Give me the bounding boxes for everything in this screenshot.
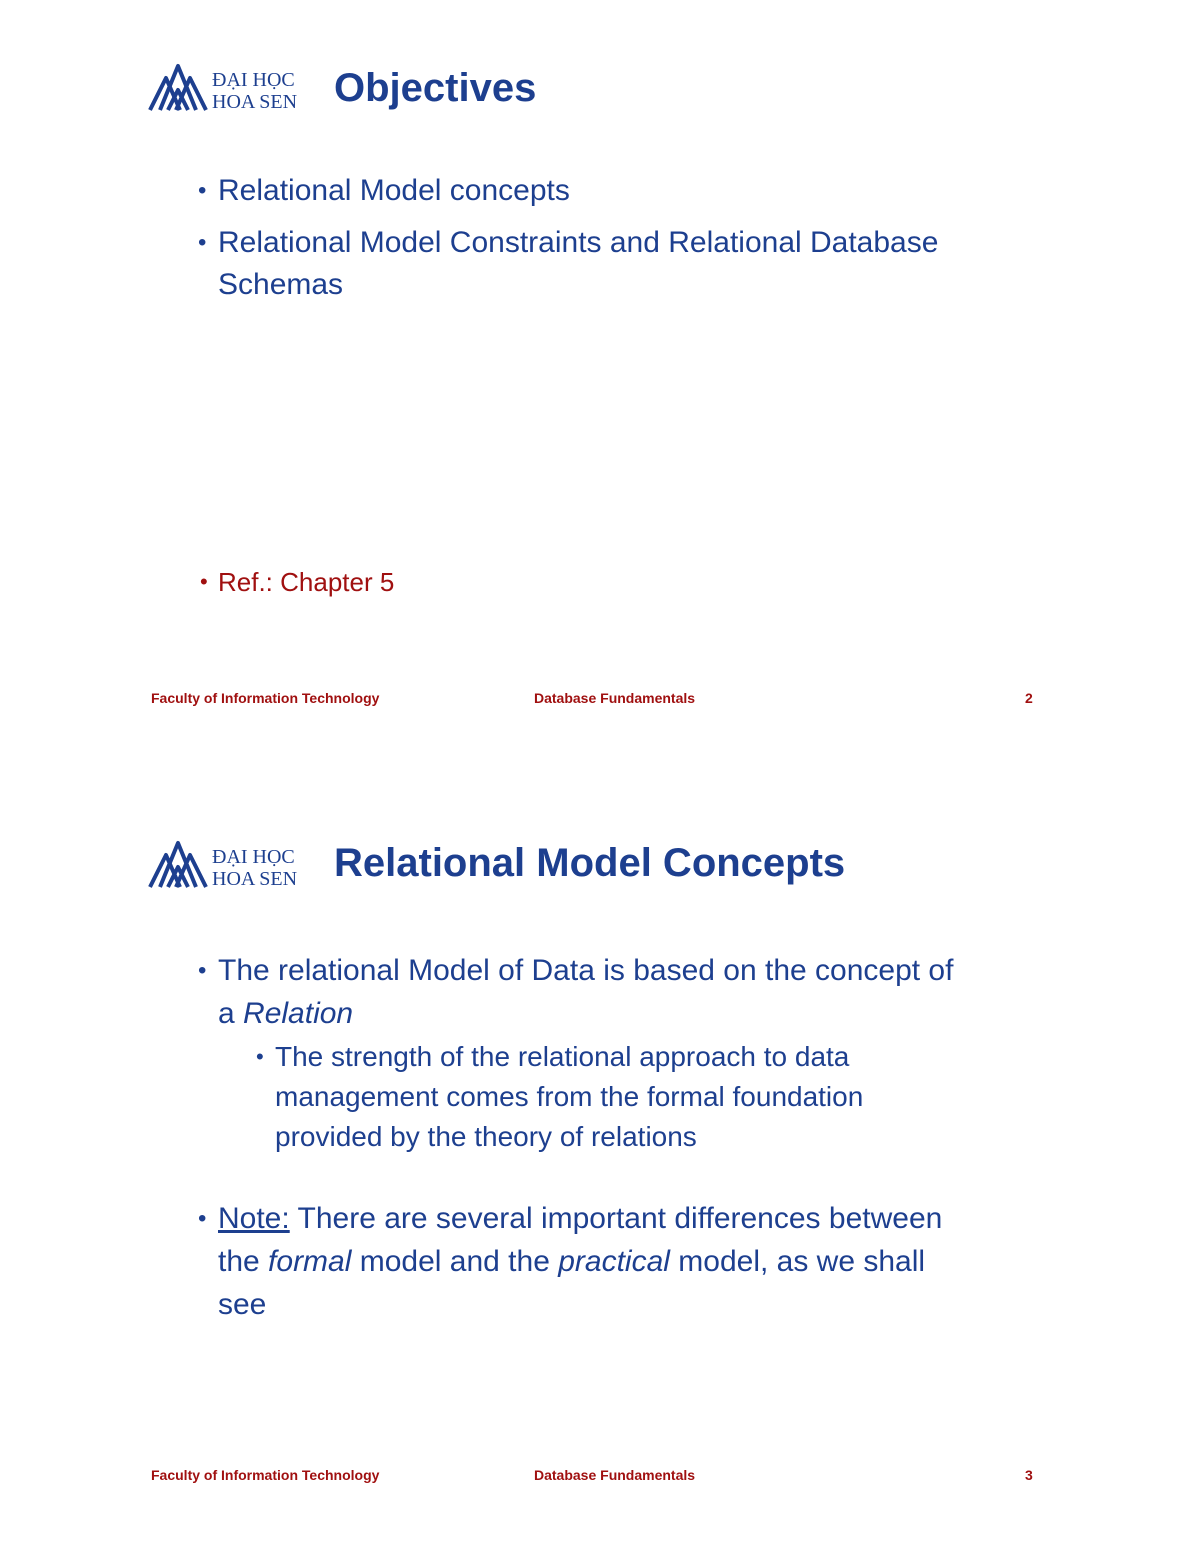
note-text-3: model, as we shall see	[218, 1245, 926, 1321]
logo-line2: HOA SEN	[212, 91, 298, 113]
footer-faculty: Faculty of Information Technology	[151, 690, 380, 706]
bullet-list	[196, 170, 976, 306]
bullet-item: • Relational Model Constraints and Relational Database Schemas	[196, 222, 976, 306]
reference-note: • Ref.: Chapter 5	[196, 562, 394, 602]
hoa-sen-logo	[146, 52, 310, 116]
sub-bullet-item: • The strength of the relational approach to data management comes from the formal foundation provided by the theory of relations	[254, 1037, 956, 1157]
logo-line1: ĐẠI HỌC	[212, 69, 295, 91]
hoa-sen-logo	[146, 829, 310, 893]
bullet-item: • Relational Model concepts	[196, 170, 976, 212]
footer-course: Database Fundamentals	[534, 690, 696, 706]
bullet-text: The relational Model of Data is based on the concept of a	[218, 954, 954, 1030]
note-text-1: There are several important differences between the	[218, 1202, 943, 1278]
emphasis-relation: Relation	[243, 997, 354, 1030]
bullet-item-relational-model	[196, 949, 956, 1157]
bullet-item-note	[196, 1197, 956, 1326]
logo-line2: HOA SEN	[212, 868, 298, 890]
note-label: Note:	[218, 1202, 290, 1235]
footer-faculty: Faculty of Information Technology	[151, 1467, 380, 1483]
footer-page-number: 2	[1025, 690, 1033, 706]
slide-footer	[0, 1467, 1200, 1487]
emphasis-formal: formal	[268, 1245, 352, 1278]
slide-objectives	[0, 0, 1200, 776]
slide-title: Relational Model Concepts	[334, 841, 846, 885]
lotus-mark-icon	[146, 52, 310, 116]
lotus-mark-icon	[146, 829, 310, 893]
footer-page-number: 3	[1025, 1467, 1033, 1483]
bullet-list	[196, 949, 956, 1326]
slide-footer	[0, 690, 1200, 710]
slide-title: Objectives	[334, 66, 537, 110]
emphasis-practical: practical	[558, 1245, 670, 1278]
note-text-2: model and the	[351, 1245, 559, 1278]
slide-relational-model-concepts	[0, 777, 1200, 1553]
logo-line1: ĐẠI HỌC	[212, 846, 295, 868]
footer-course: Database Fundamentals	[534, 1467, 696, 1483]
